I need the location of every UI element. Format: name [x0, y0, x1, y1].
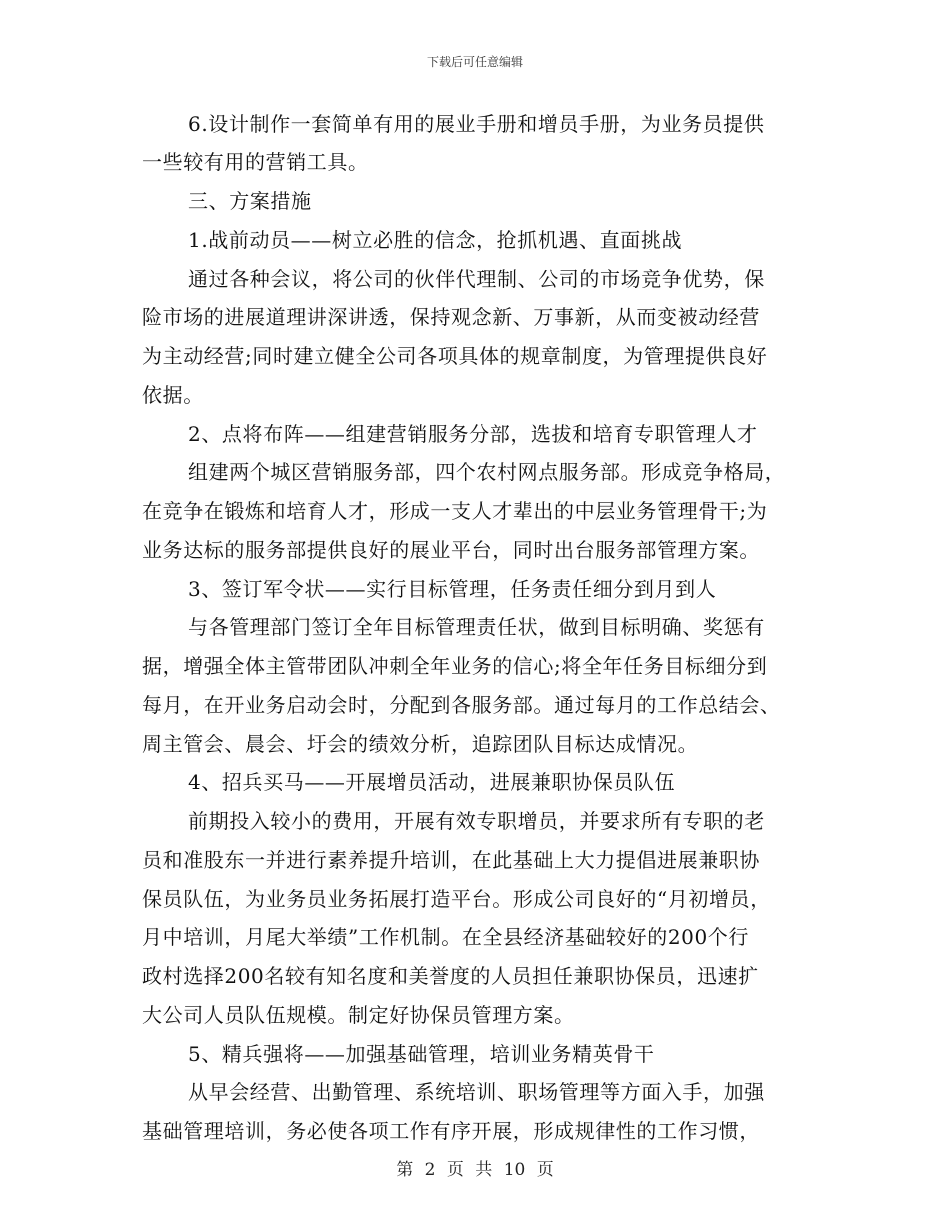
- text-line: 政村选择200名较有知名度和美誉度的人员担任兼职协保员，迅速扩: [142, 964, 759, 988]
- text-line: 据，增强全体主管带团队冲刺全年业务的信心;将全年任务目标细分到: [142, 654, 768, 678]
- text-line: 员和准股东一并进行素养提升培训，在此基础上大力提倡进展兼职协: [142, 848, 760, 872]
- text-line: 周主管会、晨会、圩会的绩效分析，追踪团队目标达成情况。: [142, 732, 699, 756]
- text-line: 险市场的进展道理讲深讲透，保持观念新、万事新，从而变被动经营: [142, 305, 760, 329]
- text-line: 保员队伍，为业务员业务拓展打造平台。形成公司良好的“月初增员，: [142, 887, 771, 911]
- text-line: 与各管理部门签订全年目标管理责任状，做到目标明确、奖惩有: [188, 615, 765, 639]
- text-line: 前期投入较小的费用，开展有效专职增员，并要求所有专职的老: [188, 809, 765, 833]
- text-line: 基础管理培训，务必使各项工作有序开展，形成规律性的工作习惯，: [142, 1119, 760, 1143]
- text-line: 每月，在开业务启动会时，分配到各服务部。通过每月的工作总结会、: [142, 693, 781, 717]
- subsection-heading: 4、招兵买马——开展增员活动，进展兼职协保员队伍: [188, 770, 676, 794]
- text-line: 为主动经营;同时建立健全公司各项具体的规章制度，为管理提供良好: [142, 344, 768, 368]
- text-line: 依据。: [142, 383, 204, 407]
- text-line: 一些较有用的营销工具。: [142, 150, 369, 174]
- subsection-heading: 1.战前动员——树立必胜的信念，抢抓机遇、直面挑战: [188, 228, 683, 252]
- text-line: 组建两个城区营销服务部，四个农村网点服务部。形成竞争格局，: [188, 460, 786, 484]
- text-line: 6.设计制作一套简单有用的展业手册和增员手册，为业务员提供: [188, 112, 765, 136]
- page-footer: 第 2 页 共 10 页: [396, 1160, 554, 1180]
- text-line: 从早会经营、出勤管理、系统培训、职场管理等方面入手，加强: [188, 1080, 765, 1104]
- subsection-heading: 2、点将布阵——组建营销服务分部，选拔和培育专职管理人才: [188, 422, 758, 446]
- subsection-heading: 5、精兵强将——加强基础管理，培训业务精英骨干: [188, 1042, 655, 1066]
- text-line: 业务达标的服务部提供良好的展业平台，同时出台服务部管理方案。: [142, 538, 760, 562]
- text-line: 通过各种会议，将公司的伙伴代理制、公司的市场竞争优势，保: [188, 267, 765, 291]
- text-line: 月中培训，月尾大举绩”工作机制。在全县经济基础较好的200个行: [142, 925, 749, 949]
- text-line: 在竞争在锻炼和培育人才，形成一支人才辈出的中层业务管理骨干;为: [142, 499, 768, 523]
- page-header: 下载后可任意编辑: [426, 55, 523, 69]
- subsection-heading: 3、签订军令状——实行目标管理，任务责任细分到月到人: [188, 577, 717, 601]
- text-line: 大公司人员队伍规模。制定好协保员管理方案。: [142, 1003, 575, 1027]
- section-heading: 三、方案措施: [188, 189, 312, 213]
